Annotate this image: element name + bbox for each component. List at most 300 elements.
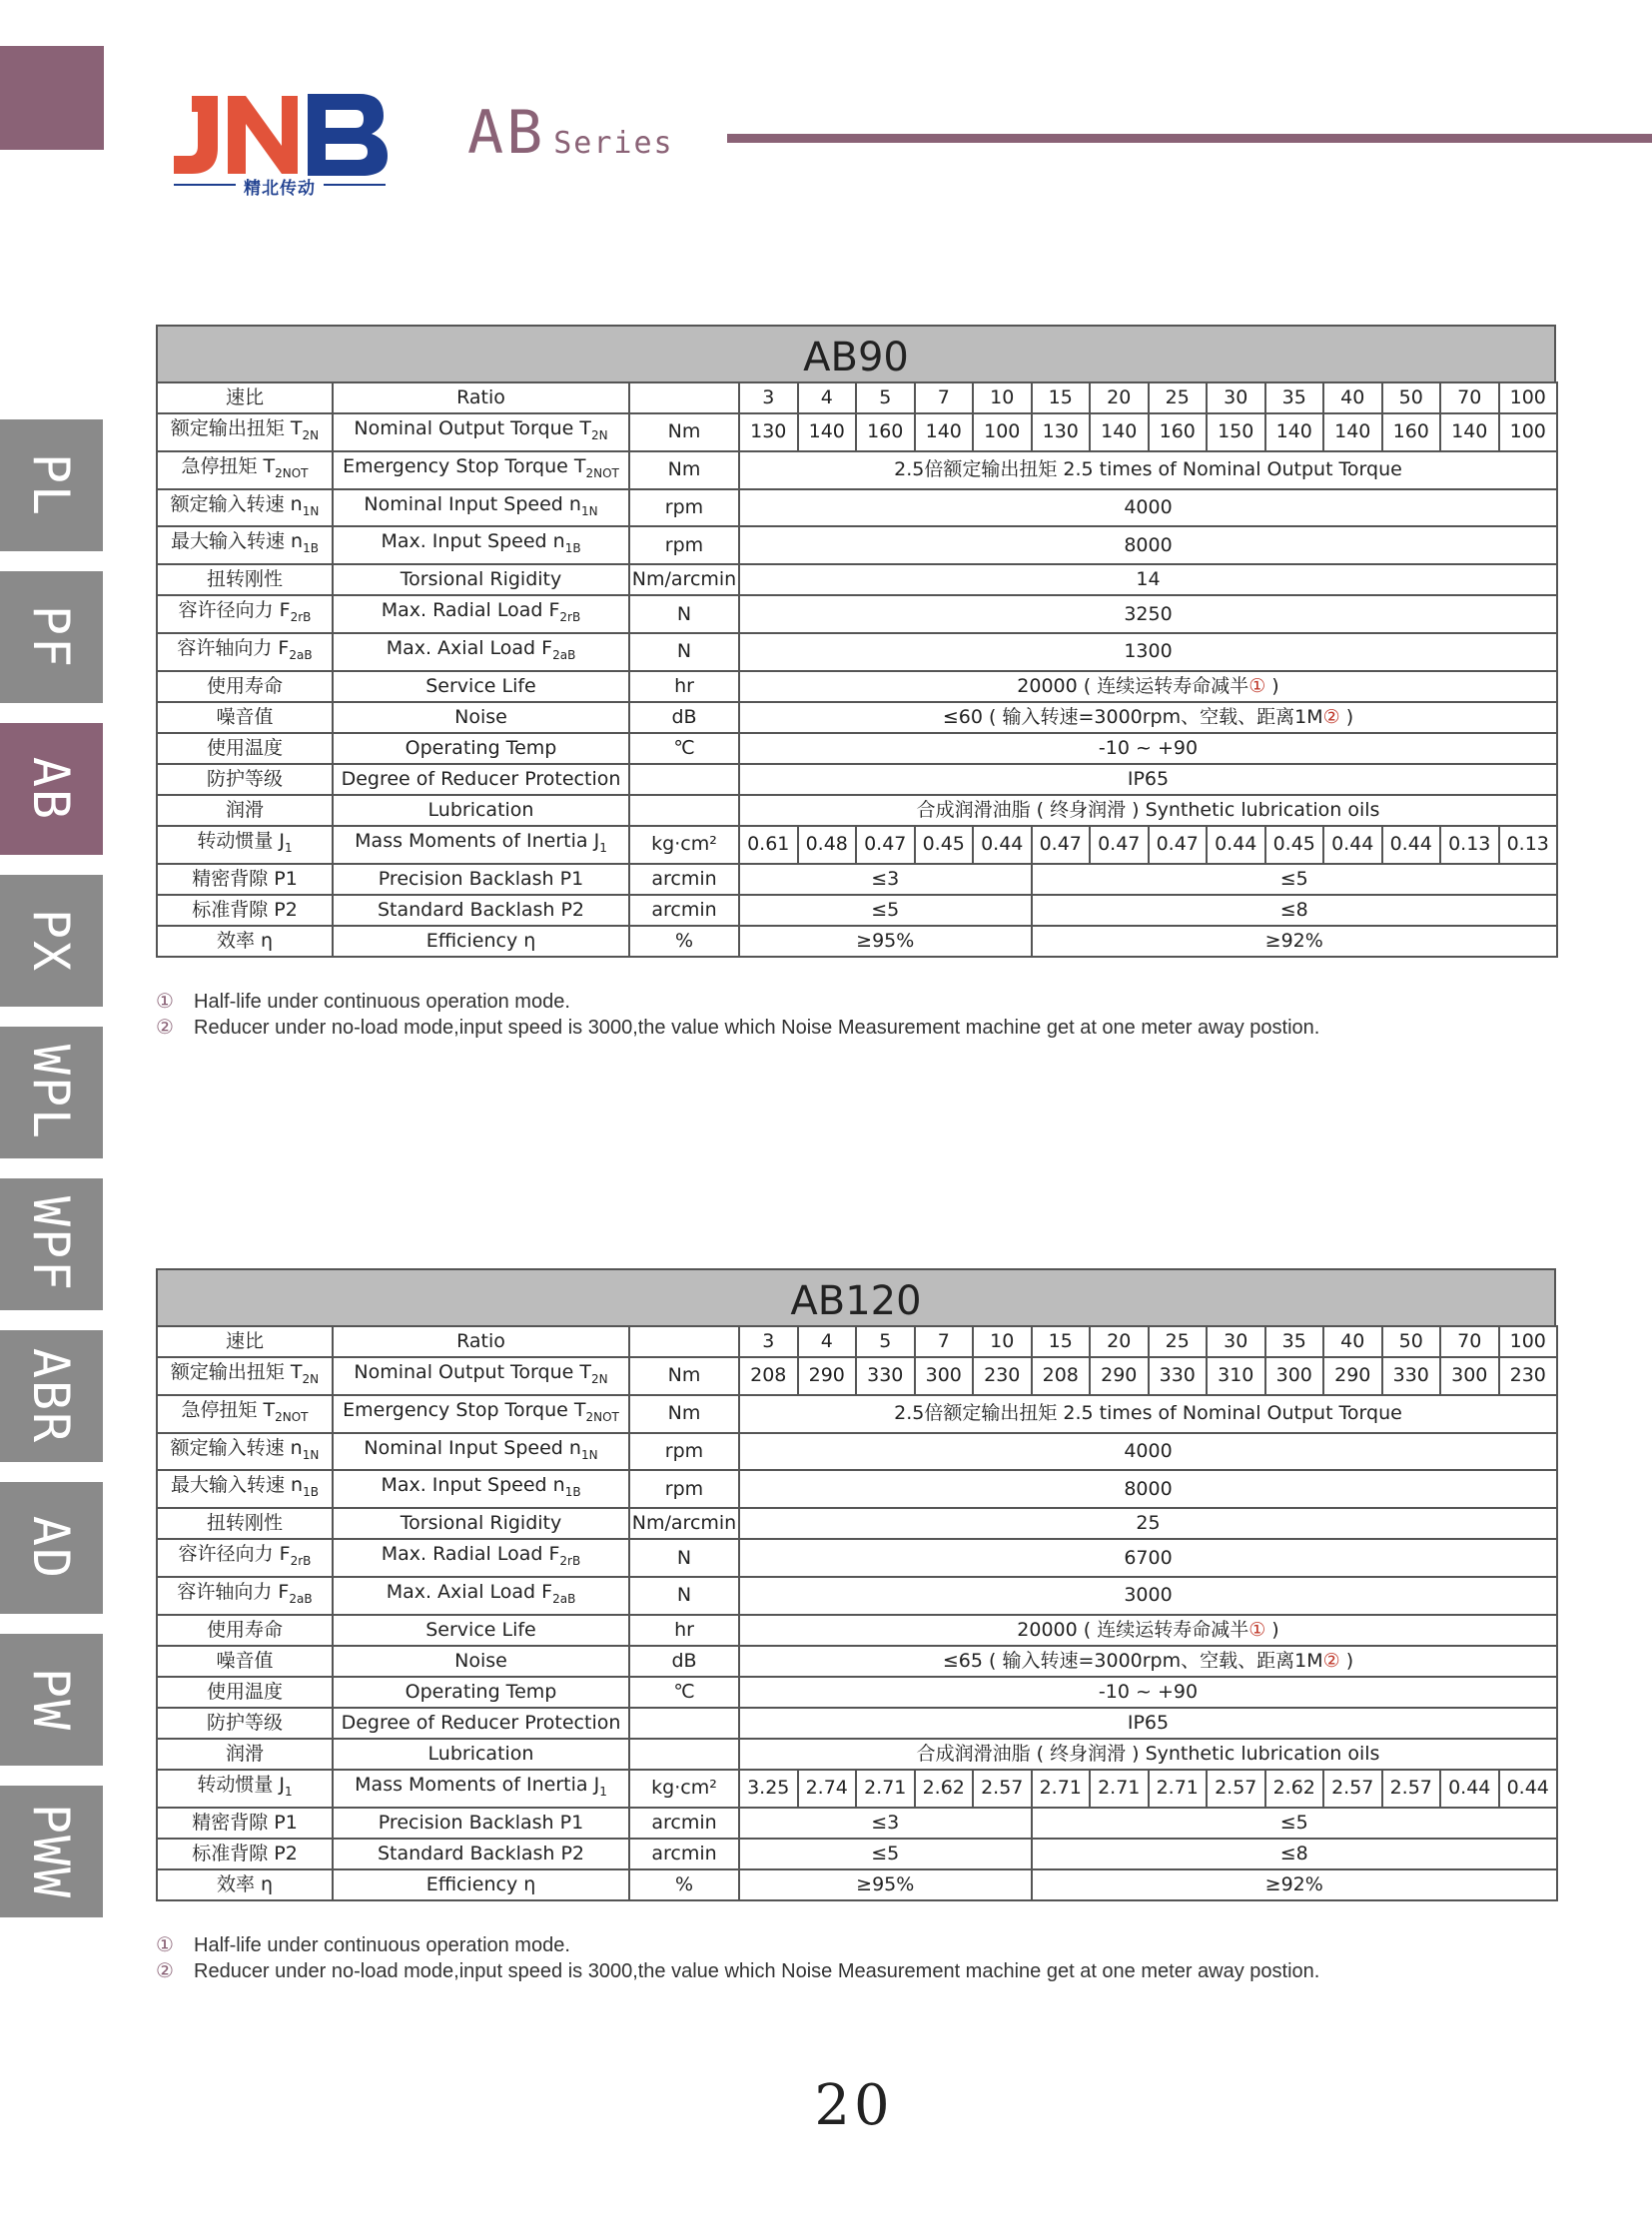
row-label-en: Degree of Reducer Protection [333, 764, 629, 795]
logo-subtitle: 精北传动 [244, 179, 316, 199]
side-tab-label: PL [22, 452, 81, 518]
label-text: 额定输入转速 n [170, 1436, 303, 1459]
label-text: 急停扭矩 T [181, 454, 276, 477]
ratio-value: 4 [798, 382, 857, 413]
inertia-value: 0.44 [1499, 1770, 1558, 1808]
row-label-cn [157, 489, 333, 527]
torque-value: 100 [1499, 413, 1558, 451]
row-label-en: Standard Backlash P2 [333, 895, 629, 926]
row-value: 25 [739, 1508, 1557, 1539]
row-unit: arcmin [629, 1839, 739, 1869]
footnote-marker: ② [156, 1017, 174, 1039]
label-subscript: 2aB [552, 647, 576, 662]
row-label-cn [157, 413, 333, 451]
footnotes-ab90 [156, 989, 1574, 1041]
brand-logo [170, 82, 390, 198]
row-label-cn: 扭转刚性 [157, 1508, 333, 1539]
spec-table-title: AB120 [156, 1268, 1556, 1325]
torque-value: 300 [1440, 1357, 1499, 1395]
row-label-cn: 防护等级 [157, 1708, 333, 1739]
torque-value: 290 [1090, 1357, 1149, 1395]
row-value: ≥95% [739, 1869, 1032, 1900]
inertia-value: 0.44 [1323, 826, 1382, 864]
footnote-text: Half-life under continuous operation mode. [194, 991, 570, 1013]
label-text: Nominal Input Speed n [364, 1436, 581, 1459]
side-tab-label: PF [22, 604, 81, 670]
footnote-1 [156, 989, 1574, 1015]
torque-value: 230 [1499, 1357, 1558, 1395]
row-label-cn: 速比 [157, 382, 333, 413]
row-label-en: Efficiency η [333, 1869, 629, 1900]
label-text: 最大输入转速 n [171, 530, 304, 553]
row-axial-load [157, 1577, 1557, 1615]
spec-table [156, 1325, 1558, 1901]
torque-value: 140 [915, 413, 974, 451]
row-efficiency [157, 1869, 1557, 1900]
side-tab-ad[interactable] [0, 1482, 103, 1614]
torque-value: 300 [1265, 1357, 1324, 1395]
row-unit: arcmin [629, 895, 739, 926]
row-unit [629, 1326, 739, 1357]
inertia-value: 0.44 [973, 826, 1032, 864]
row-emergency-torque [157, 1395, 1557, 1433]
row-value: 2.5倍额定输出扭矩 2.5 times of Nominal Output Torque [739, 451, 1557, 489]
label-text: 容许轴向力 F [177, 636, 290, 659]
circled-one-icon: ① [1248, 1618, 1266, 1641]
row-label-en [333, 1357, 629, 1395]
row-label-en: Torsional Rigidity [333, 1508, 629, 1539]
row-inertia [157, 826, 1557, 864]
row-unit: Nm [629, 413, 739, 451]
row-label-en [333, 1539, 629, 1577]
label-subscript: 2N [590, 427, 608, 442]
row-protection [157, 1708, 1557, 1739]
footnote-2 [156, 1015, 1574, 1041]
label-subscript: 1B [303, 1485, 319, 1500]
row-label-en: Ratio [333, 1326, 629, 1357]
row-label-cn [157, 1539, 333, 1577]
noise-value: ≤65 [942, 1649, 983, 1672]
label-subscript: 2N [302, 427, 320, 442]
row-label-cn [157, 451, 333, 489]
row-unit: Nm [629, 1357, 739, 1395]
row-value: 3000 [739, 1577, 1557, 1615]
close-paren: ) [1339, 1649, 1354, 1672]
label-text: Max. Axial Load F [386, 636, 553, 659]
torque-value: 300 [915, 1357, 974, 1395]
side-tab-wpl[interactable] [0, 1027, 103, 1158]
label-subscript: 2NOT [275, 465, 309, 480]
side-tab-pw[interactable] [0, 1634, 103, 1766]
row-label-cn [157, 595, 333, 633]
row-value: -10 ~ +90 [739, 733, 1557, 764]
torque-value: 290 [1323, 1357, 1382, 1395]
row-value: 8000 [739, 1470, 1557, 1508]
row-label-cn: 防护等级 [157, 764, 333, 795]
side-tab-label: PWW [22, 1803, 81, 1900]
footnote-marker: ② [156, 1960, 174, 1982]
label-subscript: 1B [564, 1485, 581, 1500]
row-value: 合成润滑油脂 ( 终身润滑 ) Synthetic lubrication oils [739, 1739, 1557, 1770]
inertia-value: 0.47 [1149, 826, 1208, 864]
row-label-en: Service Life [333, 671, 629, 702]
footnote-text: Reducer under no-load mode,input speed is 3000,the value which Noise Measurement machine get at one meter away postion. [194, 1960, 1320, 1982]
row-label-en [333, 595, 629, 633]
inertia-value: 3.25 [739, 1770, 798, 1808]
row-label-cn: 标准背隙 P2 [157, 895, 333, 926]
ratio-value: 100 [1499, 1326, 1558, 1357]
ratio-value: 25 [1149, 382, 1208, 413]
row-nominal-input-speed [157, 1433, 1557, 1471]
side-tab-label: AD [22, 1515, 81, 1581]
inertia-value: 2.71 [1149, 1770, 1208, 1808]
row-unit: Nm/arcmin [629, 564, 739, 595]
label-subscript: 2NOT [585, 465, 619, 480]
label-subscript: 2NOT [585, 1409, 619, 1424]
inertia-value: 2.57 [1207, 1770, 1265, 1808]
row-torsional-rigidity [157, 564, 1557, 595]
row-label-en: Service Life [333, 1615, 629, 1646]
side-tab-pww[interactable] [0, 1786, 103, 1917]
ratio-value: 3 [739, 382, 798, 413]
torque-value: 160 [856, 413, 915, 451]
row-label-cn [157, 633, 333, 671]
row-label-en [333, 1395, 629, 1433]
ratio-value: 40 [1323, 382, 1382, 413]
torque-value: 140 [1440, 413, 1499, 451]
side-tab-label: PW [22, 1667, 81, 1733]
inertia-value: 2.57 [1323, 1770, 1382, 1808]
row-label-cn [157, 1433, 333, 1471]
row-label-en [333, 633, 629, 671]
side-tab-label: PX [22, 908, 81, 974]
ratio-value: 35 [1265, 1326, 1324, 1357]
side-tab-px[interactable] [0, 875, 103, 1007]
row-unit [629, 795, 739, 826]
inertia-value: 0.45 [1265, 826, 1324, 864]
row-value [739, 702, 1557, 733]
inertia-value: 0.44 [1382, 826, 1441, 864]
row-unit: ℃ [629, 733, 739, 764]
row-standard-backlash [157, 895, 1557, 926]
torque-value: 150 [1207, 413, 1265, 451]
ratio-value: 15 [1032, 382, 1091, 413]
label-text: Max. Axial Load F [386, 1580, 553, 1603]
series-word: Series [553, 126, 674, 161]
row-unit [629, 382, 739, 413]
life-text: 20000 ( 连续运转寿命减半 [1017, 1618, 1249, 1641]
row-efficiency [157, 926, 1557, 957]
row-unit: rpm [629, 1470, 739, 1508]
row-label-en: Noise [333, 1646, 629, 1677]
label-subscript: 1B [303, 541, 319, 556]
label-text: Mass Moments of Inertia J [355, 1773, 600, 1796]
row-label-cn: 润滑 [157, 1739, 333, 1770]
label-text: 额定输出扭矩 T [170, 1361, 303, 1383]
row-axial-load [157, 633, 1557, 671]
label-text: Max. Radial Load F [381, 1543, 560, 1566]
row-radial-load [157, 595, 1557, 633]
torque-value: 208 [739, 1357, 798, 1395]
row-label-cn: 噪音值 [157, 702, 333, 733]
label-subscript: 1 [285, 1784, 293, 1799]
inertia-value: 0.44 [1207, 826, 1265, 864]
row-label-en [333, 489, 629, 527]
footnote-1 [156, 1932, 1574, 1958]
row-label-en [333, 1577, 629, 1615]
row-nominal-torque [157, 413, 1557, 451]
row-nominal-torque [157, 1357, 1557, 1395]
row-label-cn: 精密背隙 P1 [157, 864, 333, 895]
row-unit: arcmin [629, 1808, 739, 1839]
circled-two-icon: ② [1322, 1649, 1340, 1672]
label-text: Max. Input Speed n [381, 1474, 565, 1497]
row-protection [157, 764, 1557, 795]
label-text: Emergency Stop Torque T [343, 454, 586, 477]
row-label-cn [157, 1470, 333, 1508]
inertia-value: 2.71 [856, 1770, 915, 1808]
row-label-cn: 使用寿命 [157, 1615, 333, 1646]
row-standard-backlash [157, 1839, 1557, 1869]
label-text: Nominal Output Torque T [354, 1361, 591, 1383]
noise-condition: ( 输入转速=3000rpm、空载、距离1M [982, 1649, 1323, 1672]
ratio-value: 10 [973, 382, 1032, 413]
row-unit: % [629, 926, 739, 957]
inertia-value: 0.13 [1499, 826, 1558, 864]
row-value: ≤5 [739, 895, 1032, 926]
label-text: 额定输出扭矩 T [170, 417, 303, 439]
row-unit: dB [629, 702, 739, 733]
inertia-value: 2.71 [1032, 1770, 1091, 1808]
row-nominal-input-speed [157, 489, 1557, 527]
row-ratio [157, 1326, 1557, 1357]
ratio-value: 4 [798, 1326, 857, 1357]
side-tab-wpf[interactable] [0, 1178, 103, 1310]
row-value [739, 671, 1557, 702]
label-text: Emergency Stop Torque T [343, 1398, 586, 1421]
row-label-cn: 标准背隙 P2 [157, 1839, 333, 1869]
row-label-cn: 速比 [157, 1326, 333, 1357]
row-precision-backlash [157, 1808, 1557, 1839]
ratio-value: 5 [856, 1326, 915, 1357]
label-subscript: 1N [580, 1447, 598, 1462]
label-subscript: 2N [302, 1371, 320, 1386]
label-subscript: 2NOT [275, 1409, 309, 1424]
row-value: ≤3 [739, 864, 1032, 895]
spec-table-ab90 [156, 325, 1556, 958]
row-unit: Nm [629, 451, 739, 489]
row-unit: N [629, 633, 739, 671]
row-value: ≤5 [1032, 1808, 1558, 1839]
row-unit [629, 764, 739, 795]
torque-value: 208 [1032, 1357, 1091, 1395]
row-unit: N [629, 595, 739, 633]
label-subscript: 1 [285, 840, 293, 855]
row-label-en: Noise [333, 702, 629, 733]
label-text: Nominal Input Speed n [364, 492, 581, 515]
row-label-cn: 噪音值 [157, 1646, 333, 1677]
label-subscript: 2aB [289, 647, 313, 662]
ratio-value: 50 [1382, 1326, 1441, 1357]
side-tab-pl[interactable] [0, 419, 103, 551]
row-value: ≤5 [1032, 864, 1558, 895]
row-label-en: Operating Temp [333, 733, 629, 764]
row-ratio [157, 382, 1557, 413]
torque-value: 140 [1265, 413, 1324, 451]
row-unit: Nm/arcmin [629, 1508, 739, 1539]
ratio-value: 5 [856, 382, 915, 413]
ratio-value: 35 [1265, 382, 1324, 413]
inertia-value: 0.61 [739, 826, 798, 864]
row-value: 1300 [739, 633, 1557, 671]
label-subscript: 1N [580, 503, 598, 518]
label-text: 容许径向力 F [178, 1543, 291, 1566]
row-label-cn: 精密背隙 P1 [157, 1808, 333, 1839]
row-label-en [333, 826, 629, 864]
torque-value: 140 [798, 413, 857, 451]
row-service-life [157, 1615, 1557, 1646]
row-value: 3250 [739, 595, 1557, 633]
footnote-marker: ① [156, 1934, 174, 1956]
row-label-cn: 使用温度 [157, 1677, 333, 1708]
row-precision-backlash [157, 864, 1557, 895]
label-text: 转动惯量 J [197, 829, 285, 852]
label-text: 急停扭矩 T [181, 1398, 276, 1421]
row-label-cn [157, 1357, 333, 1395]
series-code: AB [467, 98, 546, 168]
label-subscript: 2rB [290, 609, 312, 624]
row-lubrication [157, 1739, 1557, 1770]
footnotes-ab120 [156, 1932, 1574, 1984]
row-label-cn: 润滑 [157, 795, 333, 826]
row-value: 合成润滑油脂 ( 终身润滑 ) Synthetic lubrication oils [739, 795, 1557, 826]
inertia-value: 0.47 [856, 826, 915, 864]
row-inertia [157, 1770, 1557, 1808]
life-text: 20000 ( 连续运转寿命减半 [1017, 674, 1249, 697]
inertia-value: 0.44 [1440, 1770, 1499, 1808]
circled-one-icon: ① [1248, 674, 1266, 697]
ratio-value: 30 [1207, 1326, 1265, 1357]
label-text: 转动惯量 J [197, 1773, 285, 1796]
row-label-en [333, 526, 629, 564]
row-label-cn: 扭转刚性 [157, 564, 333, 595]
label-subscript: 2rB [559, 1553, 581, 1568]
ratio-value: 20 [1090, 382, 1149, 413]
label-subscript: 2aB [289, 1591, 313, 1606]
row-label-en [333, 413, 629, 451]
row-label-en [333, 1470, 629, 1508]
row-label-cn [157, 526, 333, 564]
row-value: ≤5 [739, 1839, 1032, 1869]
side-tab-abr[interactable] [0, 1330, 103, 1462]
ratio-value: 10 [973, 1326, 1032, 1357]
row-label-cn: 使用温度 [157, 733, 333, 764]
row-unit: N [629, 1577, 739, 1615]
row-value: IP65 [739, 764, 1557, 795]
row-value: 6700 [739, 1539, 1557, 1577]
inertia-value: 2.57 [973, 1770, 1032, 1808]
label-text: 容许轴向力 F [177, 1580, 290, 1603]
row-unit: rpm [629, 1433, 739, 1471]
ratio-value: 70 [1440, 382, 1499, 413]
label-subscript: 1N [302, 1447, 320, 1462]
row-operating-temp [157, 1677, 1557, 1708]
torque-value: 130 [1032, 413, 1091, 451]
label-text: Max. Radial Load F [381, 599, 560, 622]
side-tab-label: WPL [22, 1044, 81, 1141]
row-label-en: Degree of Reducer Protection [333, 1708, 629, 1739]
row-label-cn [157, 1577, 333, 1615]
torque-value: 140 [1090, 413, 1149, 451]
row-value: ≤3 [739, 1808, 1032, 1839]
side-tab-pf[interactable] [0, 571, 103, 703]
row-label-en: Efficiency η [333, 926, 629, 957]
row-value: ≤8 [1032, 895, 1558, 926]
torque-value: 290 [798, 1357, 857, 1395]
row-value: 14 [739, 564, 1557, 595]
row-radial-load [157, 1539, 1557, 1577]
row-value: IP65 [739, 1708, 1557, 1739]
page-number: 20 [814, 2073, 894, 2138]
row-value: 2.5倍额定输出扭矩 2.5 times of Nominal Output Torque [739, 1395, 1557, 1433]
torque-value: 160 [1149, 413, 1208, 451]
side-tab-ab[interactable] [0, 723, 103, 855]
series-title [467, 98, 674, 168]
torque-value: 130 [739, 413, 798, 451]
row-service-life [157, 671, 1557, 702]
row-lubrication [157, 795, 1557, 826]
row-label-cn: 效率 η [157, 1869, 333, 1900]
row-value: ≥92% [1032, 926, 1558, 957]
label-subscript: 1 [599, 1784, 607, 1799]
header-rule [727, 134, 1652, 143]
ratio-value: 7 [915, 1326, 974, 1357]
row-value: 4000 [739, 489, 1557, 527]
label-text: 额定输入转速 n [170, 492, 303, 515]
row-max-input-speed [157, 526, 1557, 564]
side-tab-label: ABR [22, 1347, 81, 1445]
label-text: 最大输入转速 n [171, 1474, 304, 1497]
row-label-cn [157, 1770, 333, 1808]
torque-value: 100 [973, 413, 1032, 451]
close-paren: ) [1265, 674, 1279, 697]
torque-value: 230 [973, 1357, 1032, 1395]
row-unit: hr [629, 1615, 739, 1646]
row-unit: kg·cm² [629, 826, 739, 864]
inertia-value: 2.74 [798, 1770, 857, 1808]
spec-table-ab120 [156, 1268, 1556, 1901]
corner-accent-block [0, 46, 104, 150]
torque-value: 160 [1382, 413, 1441, 451]
row-unit: Nm [629, 1395, 739, 1433]
row-label-en: Torsional Rigidity [333, 564, 629, 595]
row-value [739, 1615, 1557, 1646]
ratio-value: 50 [1382, 382, 1441, 413]
torque-value: 330 [856, 1357, 915, 1395]
ratio-value: 15 [1032, 1326, 1091, 1357]
row-label-en: Lubrication [333, 1739, 629, 1770]
row-unit: dB [629, 1646, 739, 1677]
ratio-value: 70 [1440, 1326, 1499, 1357]
inertia-value: 2.71 [1090, 1770, 1149, 1808]
ratio-value: 40 [1323, 1326, 1382, 1357]
close-paren: ) [1265, 1618, 1279, 1641]
footnote-2 [156, 1958, 1574, 1984]
ratio-value: 100 [1499, 382, 1558, 413]
footnote-marker: ① [156, 991, 174, 1013]
row-unit [629, 1708, 739, 1739]
row-value [739, 1646, 1557, 1677]
